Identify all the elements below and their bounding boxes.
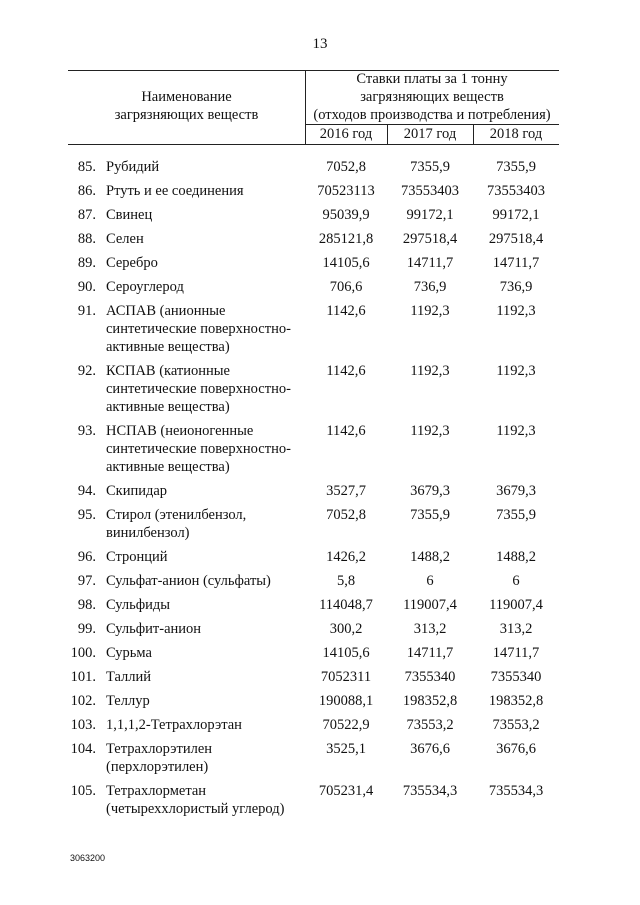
rate-2018: 73553,2 <box>492 717 540 733</box>
rate-2018: 1488,2 <box>496 549 536 565</box>
substance-name <box>106 716 306 734</box>
substance-name-line: Ртуть и ее соединения <box>106 183 244 199</box>
row-number: 94. <box>77 483 96 499</box>
row-number: 92. <box>77 363 96 379</box>
substance-name-line: активные вещества) <box>106 459 230 475</box>
table-row <box>0 422 640 476</box>
substance-name <box>106 278 306 296</box>
header-substance-name <box>68 88 305 124</box>
rate-2018: 73553403 <box>487 183 545 199</box>
table-row <box>0 506 640 542</box>
substance-name <box>106 362 306 416</box>
table-row <box>0 302 640 356</box>
rate-2016: 95039,9 <box>322 207 370 223</box>
rate-2017: 14711,7 <box>406 255 454 271</box>
substance-name-line: АСПАВ (анионные <box>106 303 226 319</box>
header-rates-line: Ставки платы за 1 тонну <box>356 71 508 87</box>
substance-name-line: Рубидий <box>106 159 160 175</box>
rate-2018: 119007,4 <box>489 597 543 613</box>
rate-2018: 313,2 <box>499 621 533 637</box>
rate-2016: 300,2 <box>329 621 363 637</box>
rate-2016: 1142,6 <box>326 423 366 439</box>
substance-name-line: Свинец <box>106 207 153 223</box>
substance-name-line: Сульфит-анион <box>106 621 202 637</box>
rate-2016: 706,6 <box>329 279 363 295</box>
substance-name <box>106 644 306 662</box>
substance-name-line: (четыреххлористый углерод) <box>106 801 285 817</box>
rate-2018: 3679,3 <box>496 483 536 499</box>
row-number: 103. <box>70 717 96 733</box>
substance-name-line: Сульфиды <box>106 597 171 613</box>
substance-name <box>106 668 306 686</box>
table-row <box>0 182 640 200</box>
rate-2016: 14105,6 <box>322 645 370 661</box>
rate-2017: 6 <box>426 573 434 589</box>
rate-2017: 313,2 <box>413 621 447 637</box>
footer-code: 3063200 <box>70 853 106 863</box>
table-row <box>0 230 640 248</box>
table-row <box>0 548 640 566</box>
row-number: 96. <box>77 549 96 565</box>
substance-name-line: Скипидар <box>106 483 168 499</box>
rate-2016: 70522,9 <box>322 717 370 733</box>
table-row <box>0 782 640 818</box>
rate-2017: 7355,9 <box>410 159 450 175</box>
table-row <box>0 254 640 272</box>
substance-name <box>106 230 306 248</box>
rate-2018: 198352,8 <box>488 693 544 709</box>
rate-2016: 3527,7 <box>326 483 366 499</box>
row-number: 93. <box>77 423 96 439</box>
rate-2016: 1426,2 <box>326 549 366 565</box>
header-rates-line: загрязняющих веществ <box>360 89 504 105</box>
table-row <box>0 572 640 590</box>
rate-2017: 1192,3 <box>410 303 450 319</box>
row-number: 102. <box>70 693 96 709</box>
rate-2018: 3676,6 <box>496 741 536 757</box>
table-row <box>0 716 640 734</box>
row-number: 104. <box>70 741 96 757</box>
substance-name-line: Тетрахлорэтилен <box>106 741 213 757</box>
row-number: 87. <box>77 207 96 223</box>
row-number: 90. <box>77 279 96 295</box>
rate-2017: 1192,3 <box>410 423 450 439</box>
rate-2018: 7355340 <box>490 669 542 685</box>
substance-name-line: активные вещества) <box>106 399 230 415</box>
rate-2018: 14711,7 <box>492 255 540 271</box>
substance-name-line: Теллур <box>106 693 150 709</box>
page-number: 13 <box>312 36 328 52</box>
rate-2016: 1142,6 <box>326 363 366 379</box>
table-row <box>0 620 640 638</box>
substance-name-line: Тетрахлорметан <box>106 783 207 799</box>
rate-2018: 7355,9 <box>496 507 536 523</box>
row-number: 99. <box>77 621 96 637</box>
substance-name-line: Сульфат-анион (сульфаты) <box>106 573 271 589</box>
substance-name-line: Сурьма <box>106 645 152 661</box>
rate-2017: 3679,3 <box>410 483 450 499</box>
rate-2017: 3676,6 <box>410 741 450 757</box>
row-number: 98. <box>77 597 96 613</box>
rate-2018: 99172,1 <box>492 207 540 223</box>
table-row <box>0 596 640 614</box>
row-number: 97. <box>77 573 96 589</box>
header-rates-line: (отходов производства и потребления) <box>313 107 551 123</box>
rate-2018: 735534,3 <box>488 783 544 799</box>
row-number: 88. <box>77 231 96 247</box>
rate-2016: 5,8 <box>336 573 356 589</box>
substance-name-line: синтетические поверхностно- <box>106 321 291 337</box>
substance-name-line: Серебро <box>106 255 158 271</box>
rate-2017: 1488,2 <box>410 549 450 565</box>
substance-name <box>106 572 306 590</box>
rate-2017: 7355340 <box>404 669 456 685</box>
substance-name-line: винилбензол) <box>106 525 190 541</box>
substance-name <box>106 302 306 356</box>
substance-name <box>106 158 306 176</box>
substance-name <box>106 782 306 818</box>
row-number: 86. <box>77 183 96 199</box>
year-2017-header: 2017 год <box>403 126 457 142</box>
substance-name-line: Сероуглерод <box>106 279 184 295</box>
substance-name-line: Таллий <box>106 669 152 685</box>
substance-name-line: Селен <box>106 231 144 247</box>
rate-2018: 1192,3 <box>496 303 536 319</box>
rate-2018: 7355,9 <box>496 159 536 175</box>
substance-name <box>106 548 306 566</box>
table-row <box>0 668 640 686</box>
table-row <box>0 482 640 500</box>
row-number: 105. <box>70 783 96 799</box>
rate-2016: 285121,8 <box>318 231 374 247</box>
substance-name <box>106 206 306 224</box>
row-number: 95. <box>77 507 96 523</box>
substance-name <box>106 254 306 272</box>
rate-2016: 7052311 <box>320 669 372 685</box>
table-row <box>0 362 640 416</box>
substance-name <box>106 422 306 476</box>
rate-2017: 736,9 <box>413 279 447 295</box>
rate-2016: 14105,6 <box>322 255 370 271</box>
table-row <box>0 278 640 296</box>
rate-2017: 297518,4 <box>402 231 458 247</box>
table-row <box>0 740 640 776</box>
rate-2017: 73553,2 <box>406 717 454 733</box>
rate-2016: 1142,6 <box>326 303 366 319</box>
year-2018-header: 2018 год <box>489 126 543 142</box>
substance-name <box>106 482 306 500</box>
year-2016-header: 2016 год <box>319 126 373 142</box>
rate-2018: 1192,3 <box>496 363 536 379</box>
rate-2016: 7052,8 <box>326 159 366 175</box>
substance-name-line: Стирол (этенилбензол, <box>106 507 247 523</box>
substance-name <box>106 182 306 200</box>
table-row <box>0 206 640 224</box>
substance-name <box>106 740 306 776</box>
rate-2017: 735534,3 <box>402 783 458 799</box>
rate-2018: 297518,4 <box>488 231 544 247</box>
header-name-line: Наименование <box>141 89 232 105</box>
substance-name-line: 1,1,1,2-Тетрахлорэтан <box>106 717 242 733</box>
substance-name-line: Стронций <box>106 549 168 565</box>
rate-2018: 736,9 <box>499 279 533 295</box>
rate-2016: 705231,4 <box>318 783 374 799</box>
row-number: 85. <box>77 159 96 175</box>
rate-2016: 7052,8 <box>326 507 366 523</box>
substance-name <box>106 692 306 710</box>
rate-2016: 190088,1 <box>318 693 374 709</box>
substance-name-line: НСПАВ (неионогенные <box>106 423 254 439</box>
header-bottom-rule <box>68 144 559 145</box>
substance-name-line: (перхлорэтилен) <box>106 759 209 775</box>
rate-2017: 99172,1 <box>406 207 454 223</box>
rate-2018: 14711,7 <box>492 645 540 661</box>
rate-2016: 70523113 <box>317 183 375 199</box>
rate-2017: 14711,7 <box>406 645 454 661</box>
table-body <box>0 158 640 824</box>
rate-2017: 119007,4 <box>403 597 457 613</box>
rate-2017: 198352,8 <box>402 693 458 709</box>
substance-name <box>106 506 306 542</box>
substance-name-line: КСПАВ (катионные <box>106 363 230 379</box>
row-number: 100. <box>70 645 96 661</box>
row-number: 89. <box>77 255 96 271</box>
substance-name-line: синтетические поверхностно- <box>106 441 291 457</box>
substance-name-line: синтетические поверхностно- <box>106 381 291 397</box>
substance-name <box>106 620 306 638</box>
rate-2017: 73553403 <box>401 183 459 199</box>
header-rates-group <box>305 70 559 124</box>
table-row <box>0 158 640 176</box>
table-row <box>0 644 640 662</box>
rate-2017: 7355,9 <box>410 507 450 523</box>
rate-2016: 114048,7 <box>319 597 373 613</box>
table-row <box>0 692 640 710</box>
rate-2018: 1192,3 <box>496 423 536 439</box>
rate-2017: 1192,3 <box>410 363 450 379</box>
substance-name <box>106 596 306 614</box>
header-name-line: загрязняющих веществ <box>114 107 259 123</box>
row-number: 101. <box>70 669 96 685</box>
rate-2016: 3525,1 <box>326 741 366 757</box>
substance-name-line: активные вещества) <box>106 339 230 355</box>
rate-2018: 6 <box>512 573 520 589</box>
row-number: 91. <box>77 303 96 319</box>
